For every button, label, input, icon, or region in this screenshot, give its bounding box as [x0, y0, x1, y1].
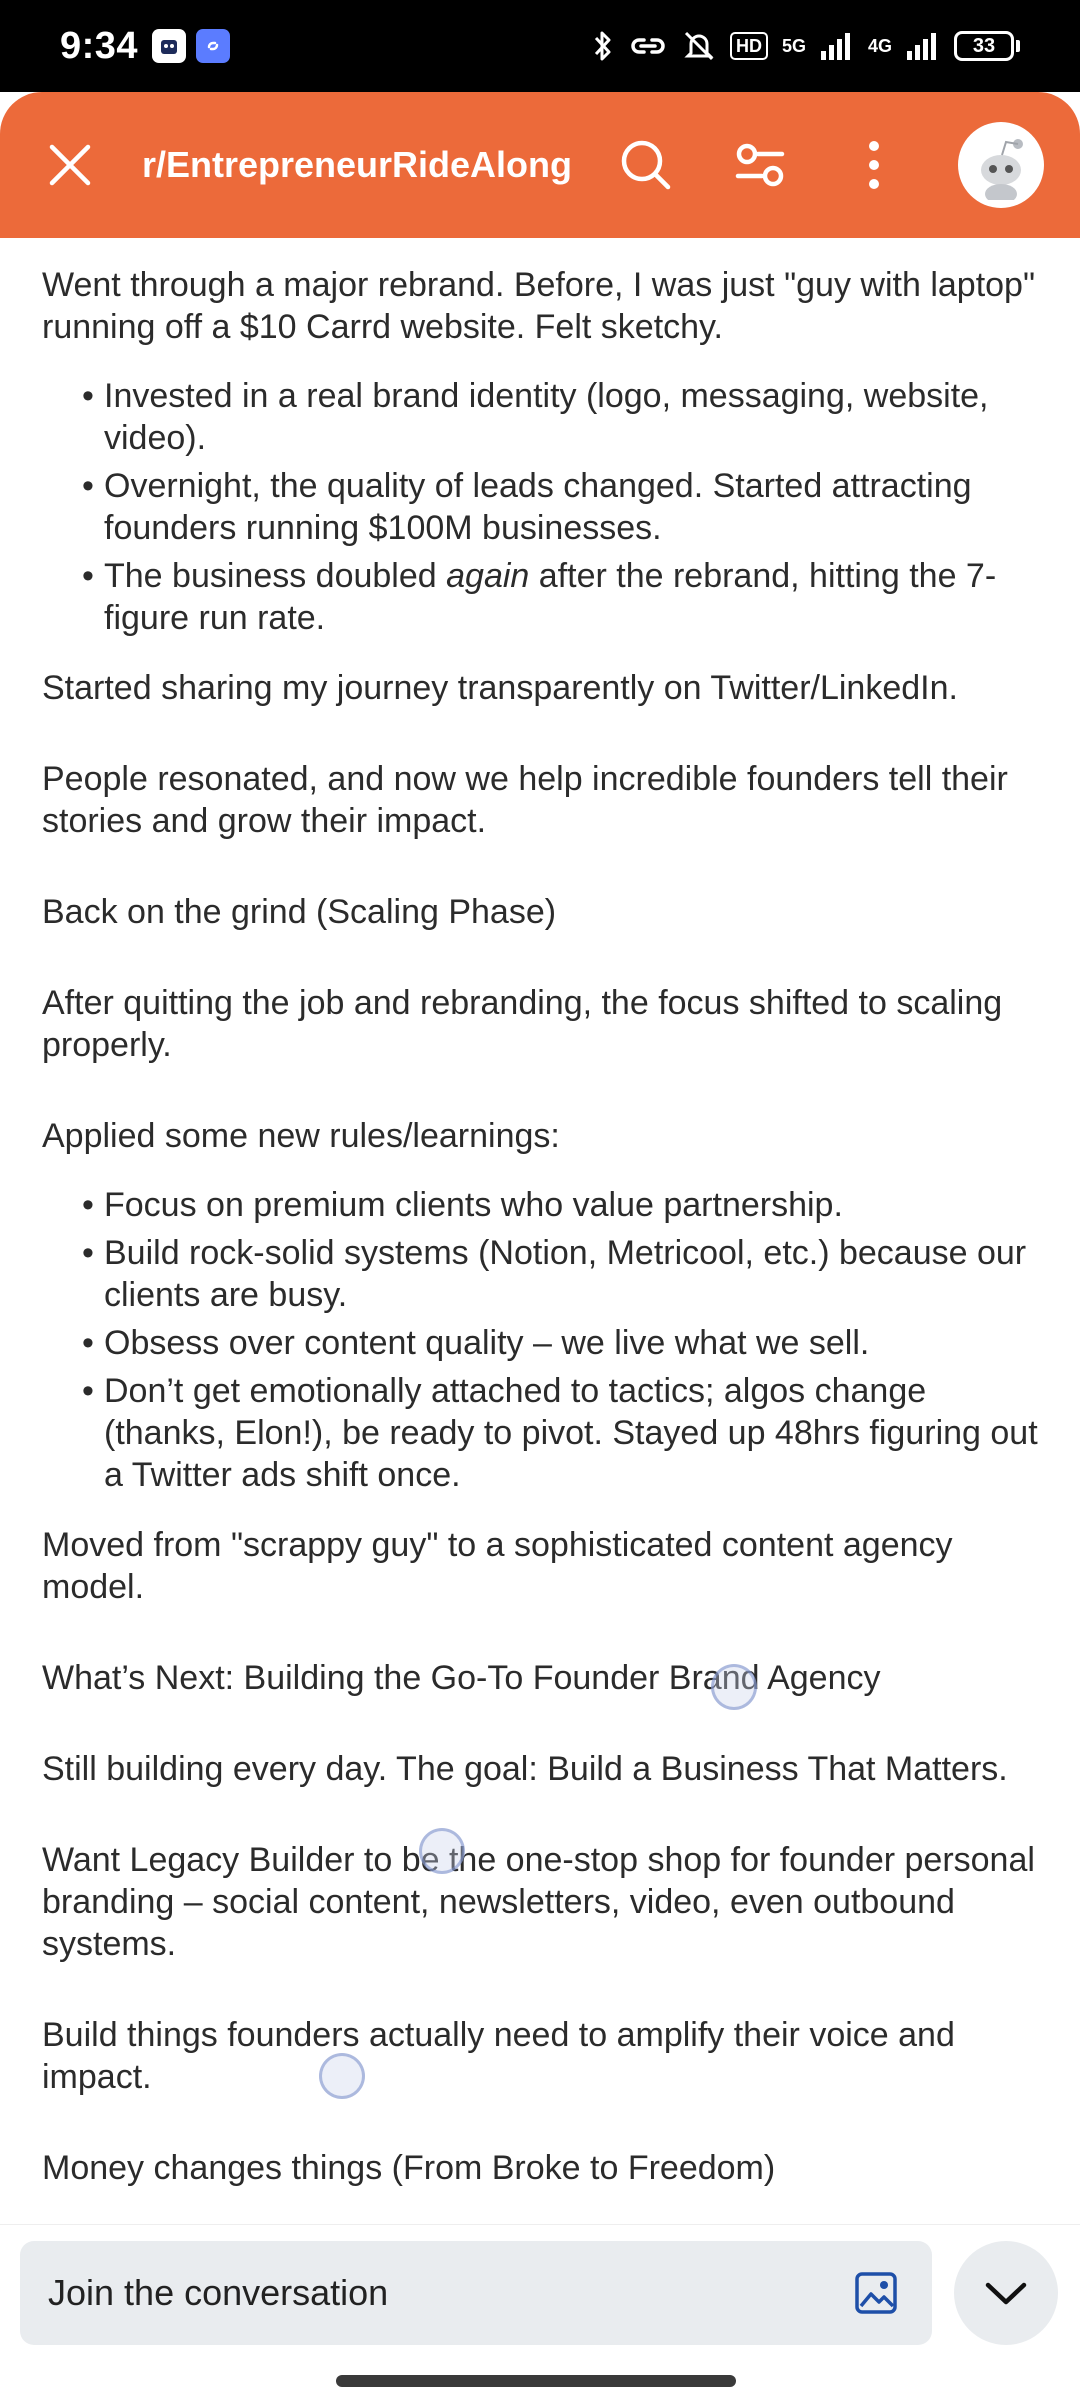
image-upload-icon: [853, 2270, 899, 2316]
list-item: • Don’t get emotionally attached to tactics; algos change (thanks, Elon!), be ready to pivot. Stayed up 48hrs figuring out a Twitter ads shift once.: [42, 1370, 1044, 1496]
touch-indicator: [711, 1664, 757, 1710]
home-indicator[interactable]: [336, 2375, 736, 2387]
notification-app-icon: [152, 29, 186, 63]
mute-icon: [682, 29, 716, 63]
post-paragraph: Still building every day. The goal: Build a Business That Matters.: [42, 1750, 1008, 1788]
filter-button[interactable]: [720, 125, 800, 205]
more-options-button[interactable]: [834, 125, 914, 205]
more-vertical-icon: [866, 139, 882, 191]
network-5g-label: 5G: [781, 36, 806, 56]
post-body: [0, 238, 1080, 2224]
status-indicators: [592, 29, 1020, 63]
touch-indicator: [419, 1828, 465, 1874]
collapse-button[interactable]: [954, 2241, 1058, 2345]
list-item: • Overnight, the quality of leads changed. Started attracting founders running $100M businesses.: [42, 465, 1044, 549]
signal-4g-icon: [906, 31, 940, 61]
network-4g-label: 4G: [867, 36, 892, 56]
hd-badge: HD: [730, 32, 768, 60]
close-icon: [47, 142, 93, 188]
list-item: • Invested in a real brand identity (logo, messaging, website, video).: [42, 375, 1044, 459]
post-paragraph: Applied some new rules/learnings:: [42, 1117, 560, 1155]
list-item: • Build rock-solid systems (Notion, Metricool, etc.) because our clients are busy.: [42, 1232, 1044, 1316]
battery-indicator: [954, 31, 1020, 61]
subreddit-header: [0, 92, 1080, 238]
chevron-down-icon: [983, 2278, 1029, 2308]
bullet-list-learnings: [42, 1184, 1044, 1496]
comment-placeholder: Join the conversation: [48, 2272, 389, 2313]
header-actions: [572, 122, 1044, 208]
bluetooth-icon: [592, 29, 614, 63]
post-section-heading: Back on the grind (Scaling Phase): [42, 893, 557, 931]
close-button[interactable]: [36, 129, 104, 201]
touch-indicator: [319, 2053, 365, 2099]
post-paragraph: Moved from "scrappy guy" to a sophisticated content agency model.: [42, 1526, 953, 1606]
status-time: 9:34: [60, 24, 139, 67]
bullet-list-rebrand: [42, 375, 1044, 639]
comment-bar: [0, 2224, 1080, 2400]
post-paragraph: After quitting the job and rebranding, the focus shifted to scaling properly.: [42, 984, 1003, 1064]
post-paragraph: Went through a major rebrand. Before, I was just "guy with laptop" running off a $10 Carrd website. Felt sketchy.: [42, 266, 1036, 346]
emphasis-text: again: [446, 557, 530, 595]
status-bar: [0, 0, 1080, 92]
post-paragraph: People resonated, and now we help incredible founders tell their stories and grow their impact.: [42, 760, 1008, 840]
battery-level: 33: [954, 31, 1014, 61]
list-item: • The business doubled again after the rebrand, hitting the 7-figure run rate.: [42, 555, 1044, 639]
post-paragraph: Started sharing my journey transparently on Twitter/LinkedIn.: [42, 669, 958, 707]
post-paragraph: Want Legacy Builder to be the one-stop shop for founder personal branding – social content, newsletters, video, even outbound systems.: [42, 1841, 1035, 1963]
search-button[interactable]: [606, 125, 686, 205]
search-icon: [618, 137, 674, 193]
filter-icon: [732, 137, 788, 193]
link-icon: [628, 31, 668, 61]
subreddit-title[interactable]: r/EntrepreneurRideAlong: [141, 144, 572, 185]
snoo-avatar-icon: [966, 130, 1036, 200]
post-section-heading: What’s Next: Building the Go-To Founder Brand Agency: [42, 1659, 881, 1697]
signal-5g-icon: [820, 31, 854, 61]
list-item: • Focus on premium clients who value partnership.: [42, 1184, 1044, 1226]
user-avatar-button[interactable]: [958, 122, 1044, 208]
comment-input[interactable]: [20, 2241, 932, 2345]
post-section-heading: Money changes things (From Broke to Freedom): [42, 2149, 776, 2187]
link-app-icon: [196, 29, 230, 63]
add-image-button[interactable]: [848, 2265, 904, 2321]
list-item: • Obsess over content quality – we live what we sell.: [42, 1322, 1044, 1364]
post-paragraph: Build things founders actually need to amplify their voice and impact.: [42, 2016, 955, 2096]
